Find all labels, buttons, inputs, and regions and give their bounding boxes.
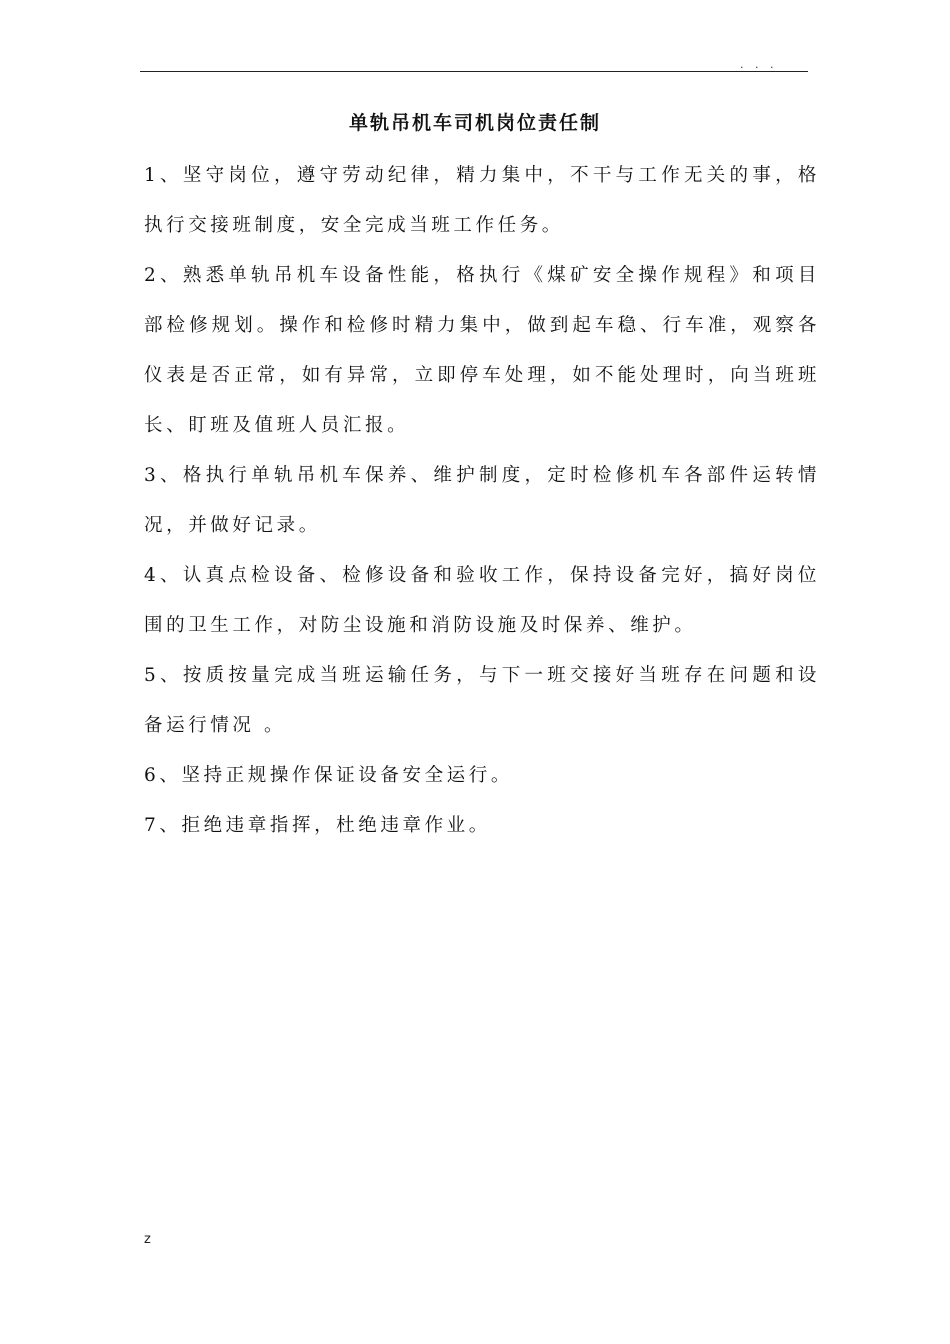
document-title: 单轨吊机车司机岗位责任制 (348, 112, 601, 134)
clause-3: 3、格执行单轨吊机车保养、维护制度，定时检修机车各部件运转情况，并做好记录。 (144, 465, 820, 536)
footer-mark: z (144, 1232, 151, 1247)
clause-1: 1、坚守岗位，遵守劳动纪律，精力集中，不干与工作无关的事，格执行交接班制度，安全完成当班工作任务。 (144, 165, 820, 236)
header-marker: . . . (740, 58, 778, 71)
clause-2: 2、熟悉单轨吊机车设备性能，格执行《煤矿安全操作规程》和项目部检修规划。操作和检修时精力集中，做到起车稳、行车准，观察各仪表是否正常，如有异常，立即停车处理，如不能处理时，向当班班长、盯班及值班人员汇报。 (144, 265, 820, 436)
clause-5: 5、按质按量完成当班运输任务，与下一班交接好当班存在问题和设备运行情况 。 (144, 665, 820, 736)
clause-6: 6、坚持正规操作保证设备安全运行。 (144, 765, 513, 786)
clause-4: 4、认真点检设备、检修设备和验收工作，保持设备完好，搞好岗位围的卫生工作，对防尘设施和消防设施及时保养、维护。 (144, 565, 820, 636)
document-body (144, 151, 820, 851)
header-rule (140, 71, 808, 72)
clause-7: 7、拒绝违章指挥，杜绝违章作业。 (144, 815, 491, 836)
